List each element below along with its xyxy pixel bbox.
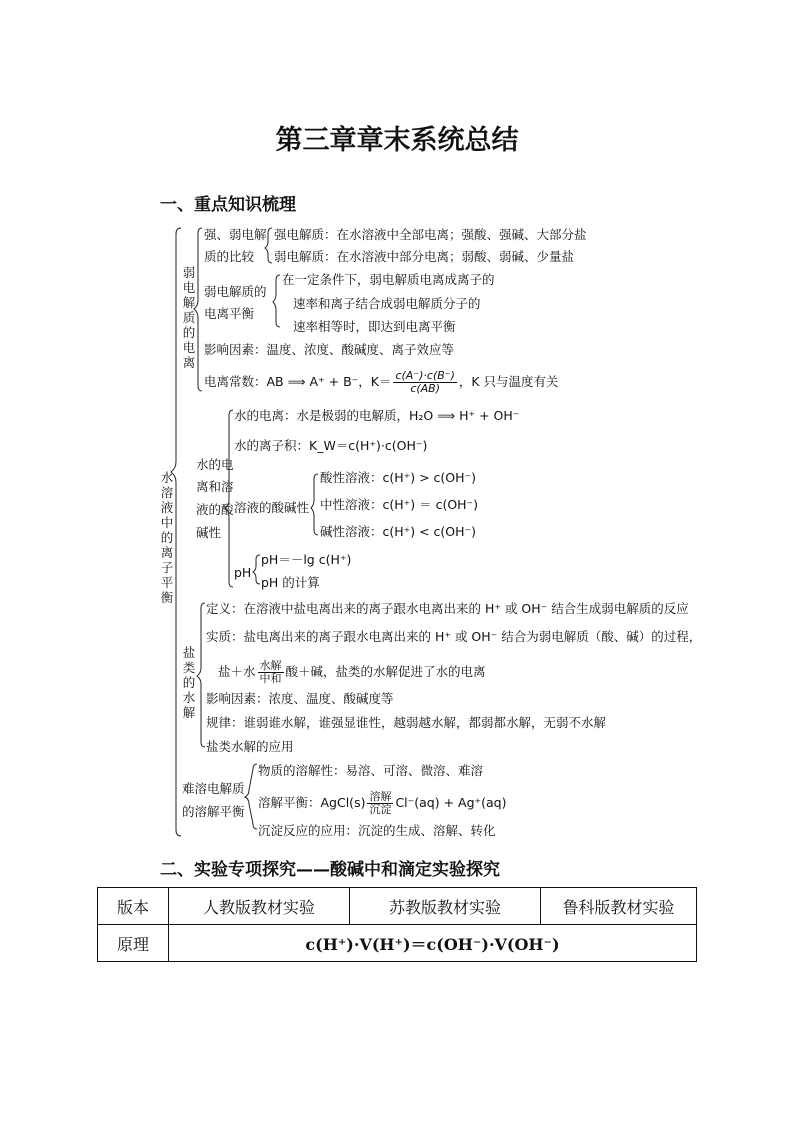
- g1-influence-factors: 影响因素：温度、浓度、酸碱度、离子效应等: [204, 342, 455, 357]
- g1-ionization-constant: 电离常数：AB ⟹ A⁺ + B⁻，K＝ $\frac{c(A^-)\cdot c(B^-)}{c(AB)}$ ，K 只与温度有关: [204, 369, 559, 395]
- g4-dissolution-equilibrium: 溶解平衡：AgCl(s) $\frac{\text{溶解}}{\text{沉淀}}$ Cl⁻(aq) + Ag⁺(aq): [258, 790, 507, 816]
- g2-acidity-label: 溶液的酸碱性: [234, 500, 310, 515]
- g3-hydrolysis-arrow: $\frac{\text{水解}}{\text{中和}}$: [259, 659, 282, 685]
- g4-label-line2: 的溶解平衡: [182, 804, 245, 819]
- g3-hydrolysis-equation: 盐＋水 $\frac{\text{水解}}{\text{中和}}$ 酸＋碱，盐类的水解促进了水的电离: [218, 659, 486, 685]
- table-row-label: 原理: [98, 925, 169, 962]
- g1-compare-line1: 强、弱电解: [204, 227, 267, 242]
- experiment-table: [97, 887, 697, 962]
- section-heading-experiment: 二、实验专项探究——酸碱中和滴定实验探究: [160, 860, 500, 880]
- g1-equilibrium-def-b: 速率和离子结合成弱电解质分子的: [293, 296, 481, 311]
- g2-label-line2: 离和溶: [196, 479, 234, 494]
- g3-applications: 盐类水解的应用: [206, 739, 294, 754]
- g2-water-ionization: 水的电离：水是极弱的电解质，H₂O ⟹ H⁺ + OH⁻: [234, 408, 520, 423]
- g2-acidic-solution: 酸性溶液：c(H⁺) > c(OH⁻): [320, 470, 477, 485]
- g1-equilibrium-line1: 弱电解质的: [204, 284, 267, 299]
- g3-essence: 实质：盐电离出来的离子跟水电离出来的 H⁺ 或 OH⁻ 结合为弱电解质（酸、碱）的过程，: [206, 629, 702, 644]
- table-header-row: [98, 888, 697, 925]
- page-title: 第三章章末系统总结: [275, 125, 519, 156]
- g1-equilibrium-def-a: 在一定条件下，弱电解质电离成离子的: [282, 272, 495, 287]
- g1-constant-fraction: $\frac{c(A^-)\cdot c(B^-)}{c(AB)}$: [395, 369, 455, 395]
- principle-formula: c(H⁺)·V(H⁺)＝c(OH⁻)·V(OH⁻): [169, 925, 697, 962]
- g1-equilibrium-line2: 电离平衡: [204, 306, 255, 321]
- label-salt-hydrolysis: 盐 类 的 水 解: [182, 645, 196, 720]
- table-header-cell: 苏教版教材实验: [350, 888, 541, 925]
- g1-compare-line2: 质的比较: [204, 249, 255, 264]
- g2-neutral-solution: 中性溶液：c(H⁺) ＝ c(OH⁻): [320, 497, 479, 512]
- table-header-cell: 版本: [98, 888, 169, 925]
- g2-ion-product: 水的离子积：K_W＝c(H⁺)·c(OH⁻): [234, 438, 428, 453]
- g4-precipitation-applications: 沉淀反应的应用：沉淀的生成、溶解、转化: [258, 823, 496, 838]
- table-header-cell: 鲁科版教材实验: [541, 888, 697, 925]
- g4-equilibrium-arrow: $\frac{\text{溶解}}{\text{沉淀}}$: [369, 790, 392, 816]
- g4-solubility: 物质的溶解性：易溶、可溶、微溶、难溶: [258, 763, 484, 778]
- g2-label-line1: 水的电: [196, 457, 234, 472]
- g2-basic-solution: 碱性溶液：c(H⁺) < c(OH⁻): [320, 524, 477, 539]
- label-ionic-equilibrium: 水 溶 液 中 的 离 子 平 衡: [160, 470, 174, 605]
- g1-strong-electrolyte: 强电解质：在水溶液中全部电离；强酸、强碱、大部分盐: [274, 227, 587, 242]
- g1-equilibrium-def-c: 速率相等时，即达到电离平衡: [293, 319, 456, 334]
- table-row: [98, 925, 697, 962]
- g2-ph-calculation: pH 的计算: [261, 575, 320, 590]
- g2-ph-label: pH: [234, 565, 252, 580]
- g3-rules: 规律：谁弱谁水解，谁强显谁性，越弱越水解，都弱都水解，无弱不水解: [206, 715, 607, 730]
- g3-definition: 定义：在溶液中盐电离出来的离子跟水电离出来的 H⁺ 或 OH⁻ 结合生成弱电解质的反应: [206, 601, 689, 616]
- label-weak-electrolyte: 弱 电 解 质 的 电 离: [182, 265, 196, 370]
- table-header-cell: 人教版教材实验: [169, 888, 350, 925]
- g2-ph-definition: pH＝－lg c(H⁺): [261, 552, 352, 567]
- g1-weak-electrolyte: 弱电解质：在水溶液中部分电离；弱酸、弱碱、少量盐: [274, 249, 575, 264]
- g2-label-line4: 碱性: [196, 525, 222, 540]
- section-heading-knowledge: 一、重点知识梳理: [160, 195, 296, 215]
- g4-label-line1: 难溶电解质: [182, 781, 245, 796]
- g2-label-line3: 液的酸: [196, 502, 234, 517]
- g3-influence-factors: 影响因素：浓度、温度、酸碱度等: [206, 691, 394, 706]
